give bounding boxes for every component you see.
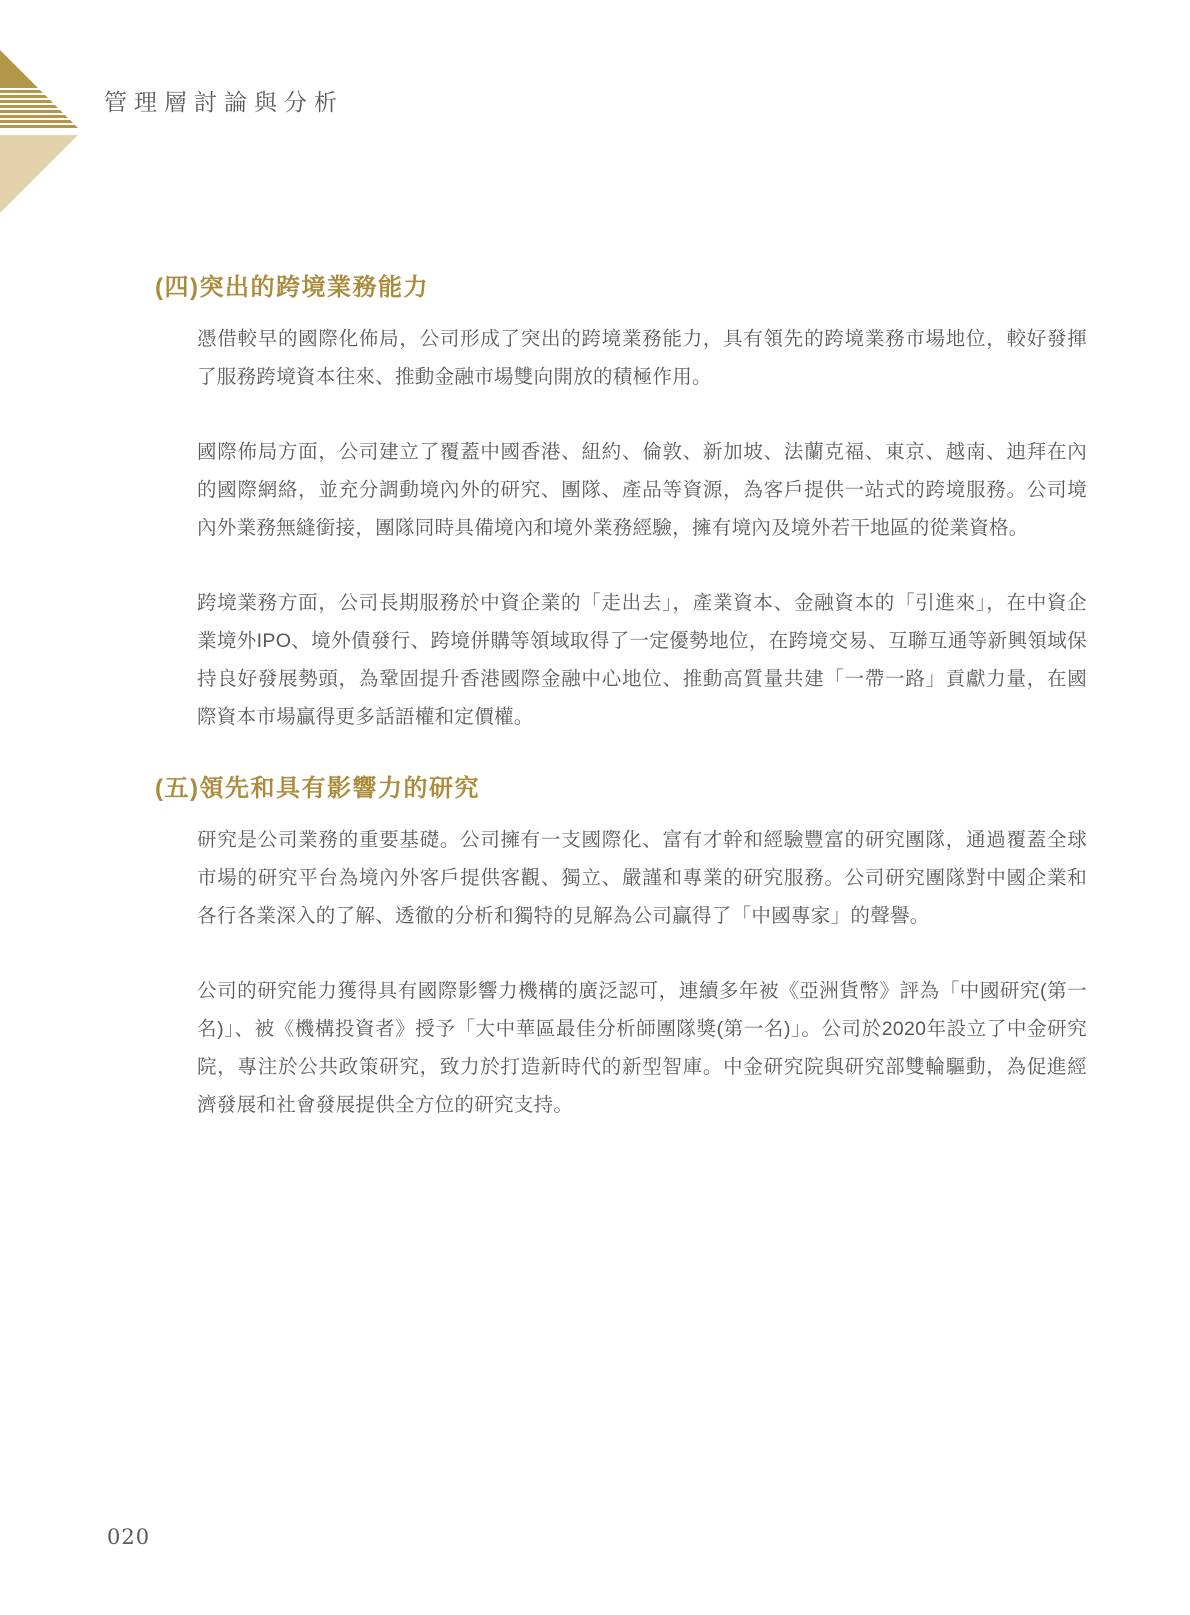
content-area [155, 272, 1087, 1161]
section-4-paragraph-3: 跨境業務方面，公司長期服務於中資企業的「走出去」，產業資本、金融資本的「引進來」，在中資企業境外IPO、境外債發行、跨境併購等領域取得了一定優勢地位，在跨境交易、互聯互通等新興領域保持良好發展勢頭，為鞏固提升香港國際金融中心地位、推動高質量共建「一帶一路」貢獻力量，在國際資本市場贏得更多話語權和定價權。 [197, 592, 1087, 728]
section-4-paragraph-1: 憑借較早的國際化佈局，公司形成了突出的跨境業務能力，具有領先的跨境業務市場地位，較好發揮了服務跨境資本往來、推動金融市場雙向開放的積極作用。 [197, 328, 1087, 388]
page-number: 020 [107, 1525, 151, 1549]
section-4-heading: (四)突出的跨境業務能力 [155, 274, 429, 301]
section-5-paragraph-1: 研究是公司業務的重要基礎。公司擁有一支國際化、富有才幹和經驗豐富的研究團隊，通過覆蓋全球市場的研究平台為境內外客戶提供客觀、獨立、嚴謹和專業的研究服務。公司研究團隊對中國企業和各行各業深入的了解、透徹的分析和獨特的見解為公司贏得了「中國專家」的聲譽。 [197, 829, 1087, 927]
section-5-paragraph-2: 公司的研究能力獲得具有國際影響力機構的廣泛認可，連續多年被《亞洲貨幣》評為「中國研究(第一名)」、被《機構投資者》授予「大中華區最佳分析師團隊獎(第一名)」。公司於2020年設立了中金研究院，專注於公共政策研究，致力於打造新時代的新型智庫。中金研究院與研究部雙輪驅動，為促進經濟發展和社會發展提供全方位的研究支持。 [197, 980, 1087, 1116]
page-header-title: 管理層討論與分析 [104, 90, 344, 116]
section-5-heading: (五)領先和具有影響力的研究 [155, 775, 480, 802]
section-4-paragraph-2: 國際佈局方面，公司建立了覆蓋中國香港、紐約、倫敦、新加坡、法蘭克福、東京、越南、迪拜在內的國際網絡，並充分調動境內外的研究、團隊、產品等資源，為客戶提供一站式的跨境服務。公司境內外業務無縫銜接，團隊同時具備境內和境外業務經驗，擁有境內及境外若干地區的從業資格。 [197, 441, 1087, 539]
corner-triangle-logo-icon [0, 45, 85, 215]
